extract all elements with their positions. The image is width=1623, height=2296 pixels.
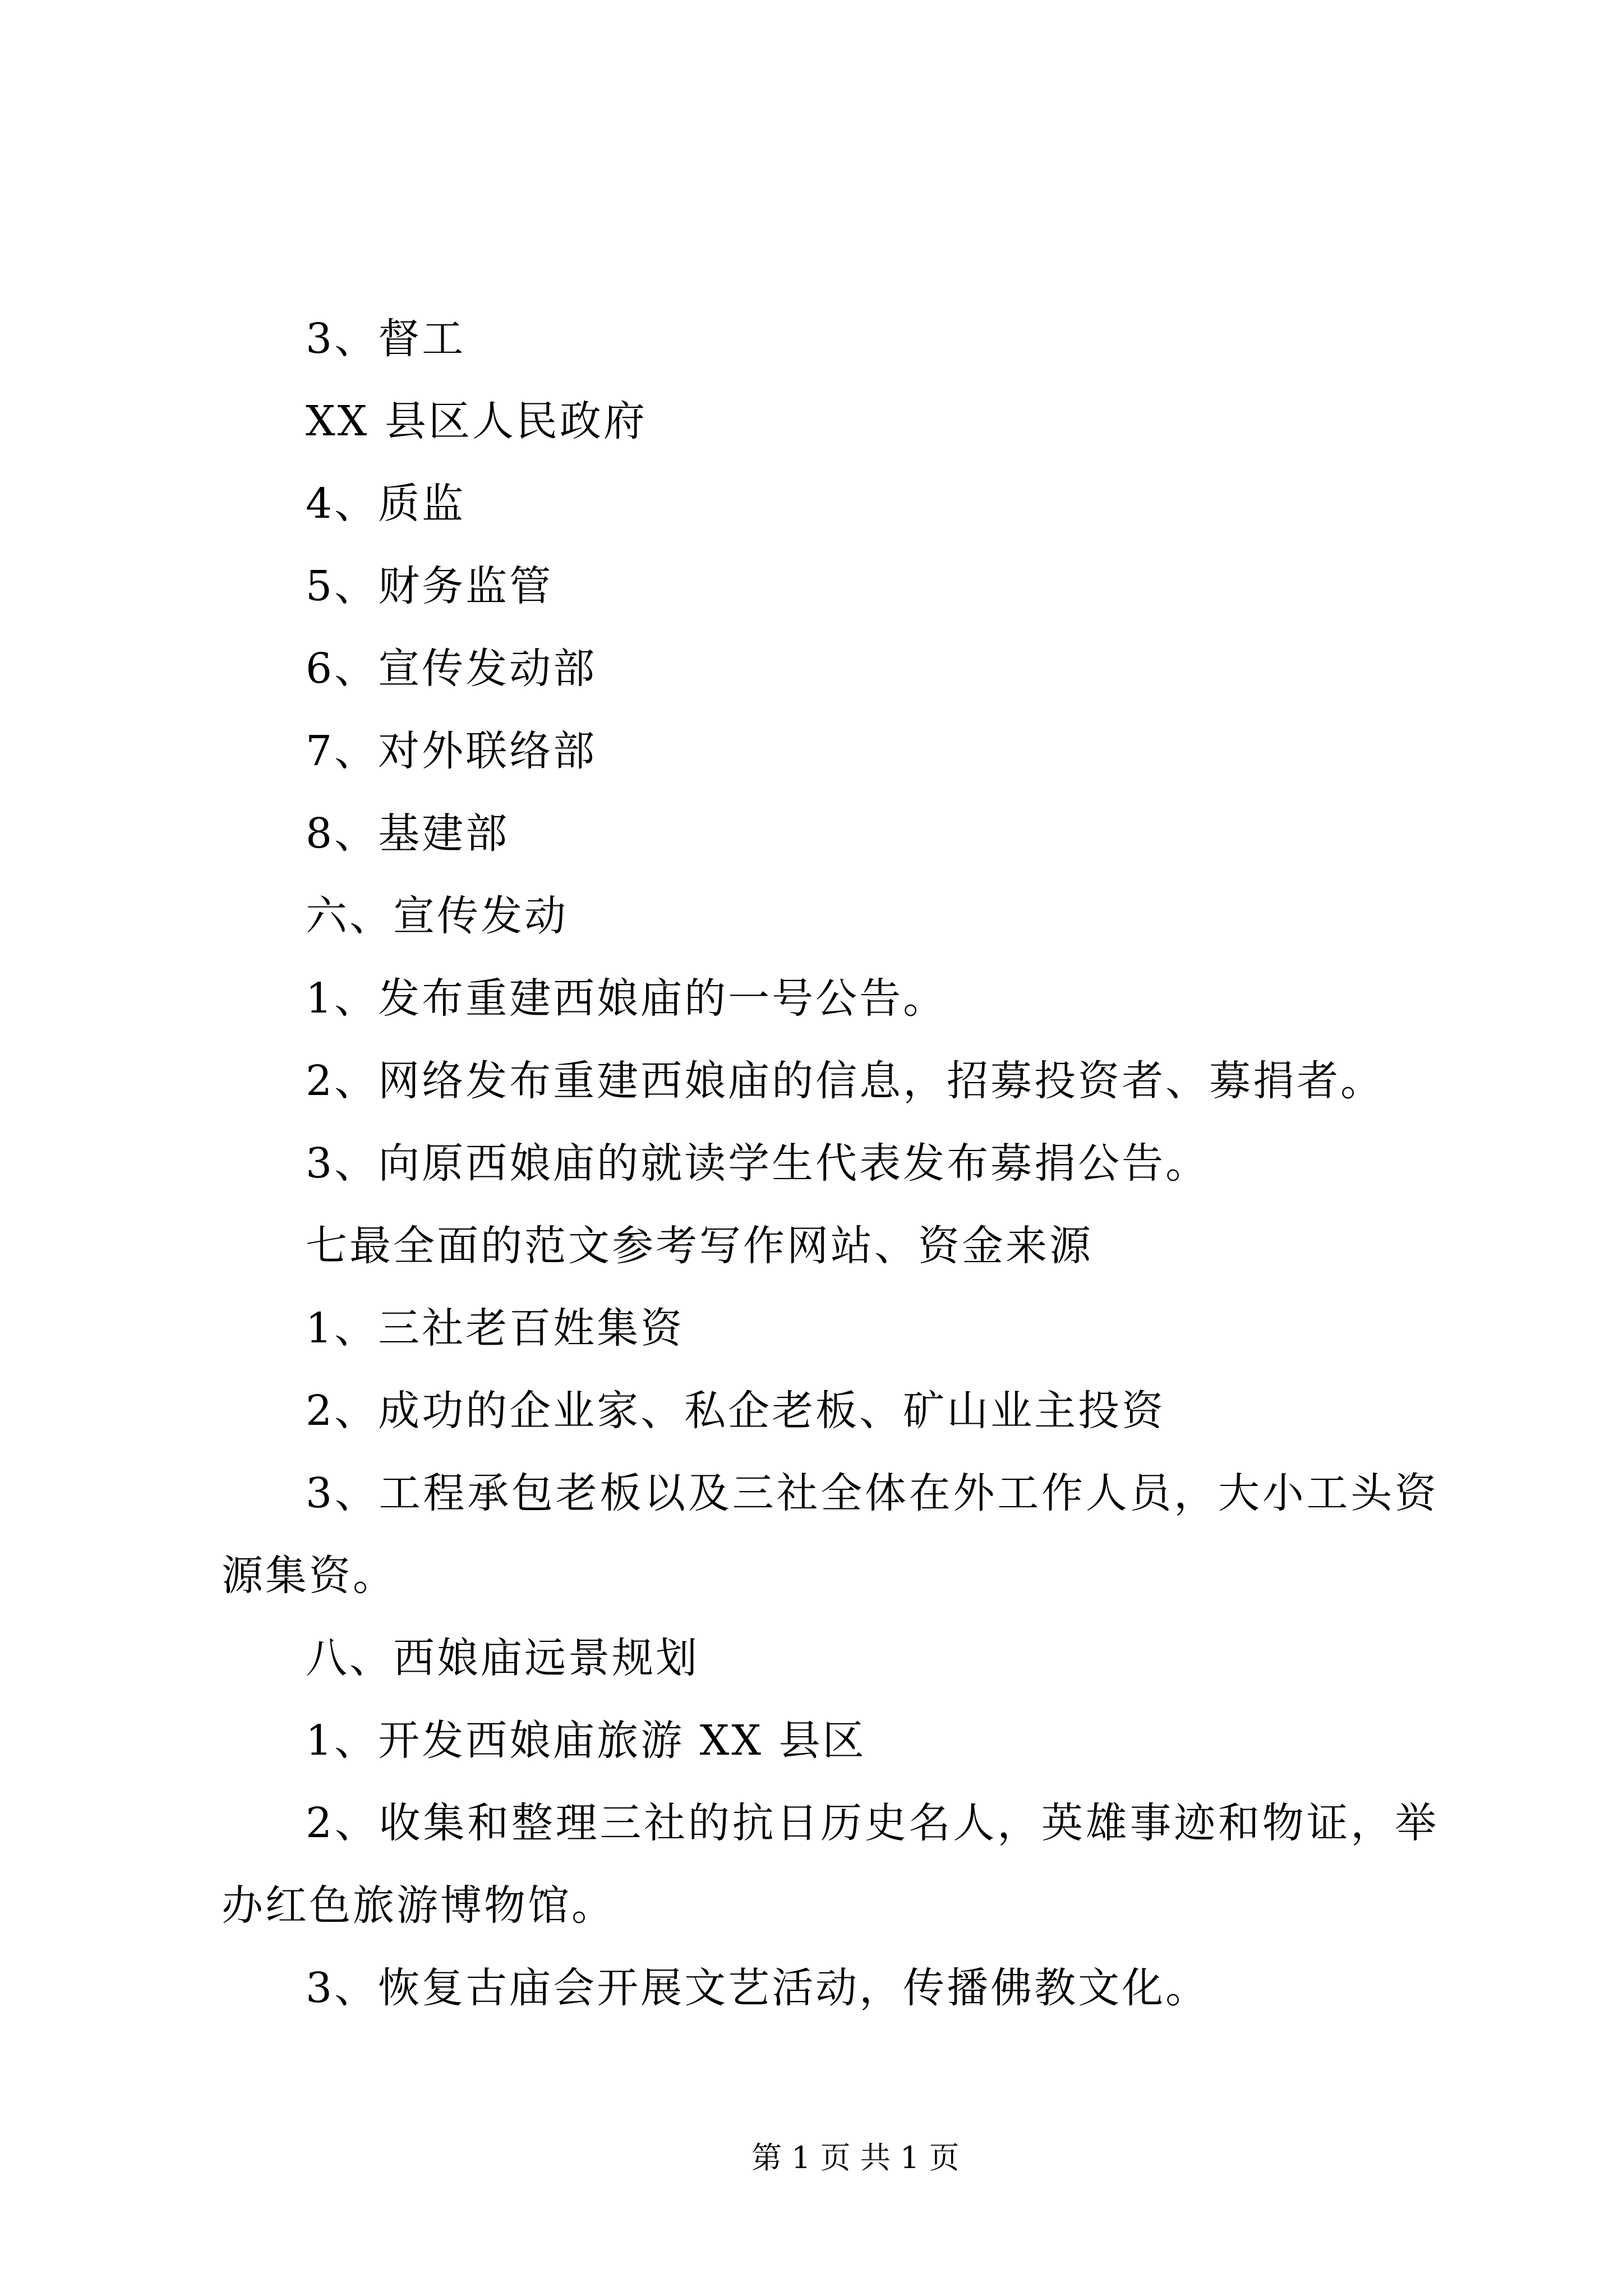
list-item: 7、对外联络部 bbox=[306, 727, 597, 775]
list-item: 3、向原西娘庙的就读学生代表发布募捐公告。 bbox=[306, 1139, 1210, 1188]
document-body bbox=[222, 298, 1438, 2030]
list-item: 2、收集和整理三社的抗日历史名人，英雄事迹和物证，举办红色旅游博物馆。 bbox=[222, 1799, 1438, 1930]
list-item: 2、网络发布重建西娘庙的信息，招募投资者、募捐者。 bbox=[306, 1057, 1385, 1105]
list-item: 3、督工 bbox=[306, 315, 466, 363]
organization-name: XX 县区人民政府 bbox=[306, 397, 647, 445]
section-heading: 八、西娘庙远景规划 bbox=[306, 1634, 699, 1682]
list-item: 3、工程承包老板以及三社全体在外工作人员，大小工头资源集资。 bbox=[222, 1469, 1438, 1600]
list-item: 8、基建部 bbox=[306, 809, 510, 858]
list-item: 4、质监 bbox=[306, 480, 466, 528]
list-item: 1、开发西娘庙旅游 XX 县区 bbox=[306, 1717, 866, 1765]
list-item: 2、成功的企业家、私企老板、矿山业主投资 bbox=[306, 1387, 1166, 1435]
list-item: 1、三社老百姓集资 bbox=[306, 1304, 685, 1352]
section-heading: 七最全面的范文参考写作网站、资金来源 bbox=[306, 1222, 1093, 1270]
list-item: 5、财务监管 bbox=[306, 562, 554, 610]
section-heading: 六、宣传发动 bbox=[306, 892, 568, 940]
list-item: 1、发布重建西娘庙的一号公告。 bbox=[306, 974, 947, 1023]
list-item: 6、宣传发动部 bbox=[306, 645, 597, 693]
page-footer: 第 1 页 共 1 页 bbox=[751, 2140, 960, 2175]
list-item: 3、恢复古庙会开展文艺活动，传播佛教文化。 bbox=[306, 1964, 1210, 2012]
